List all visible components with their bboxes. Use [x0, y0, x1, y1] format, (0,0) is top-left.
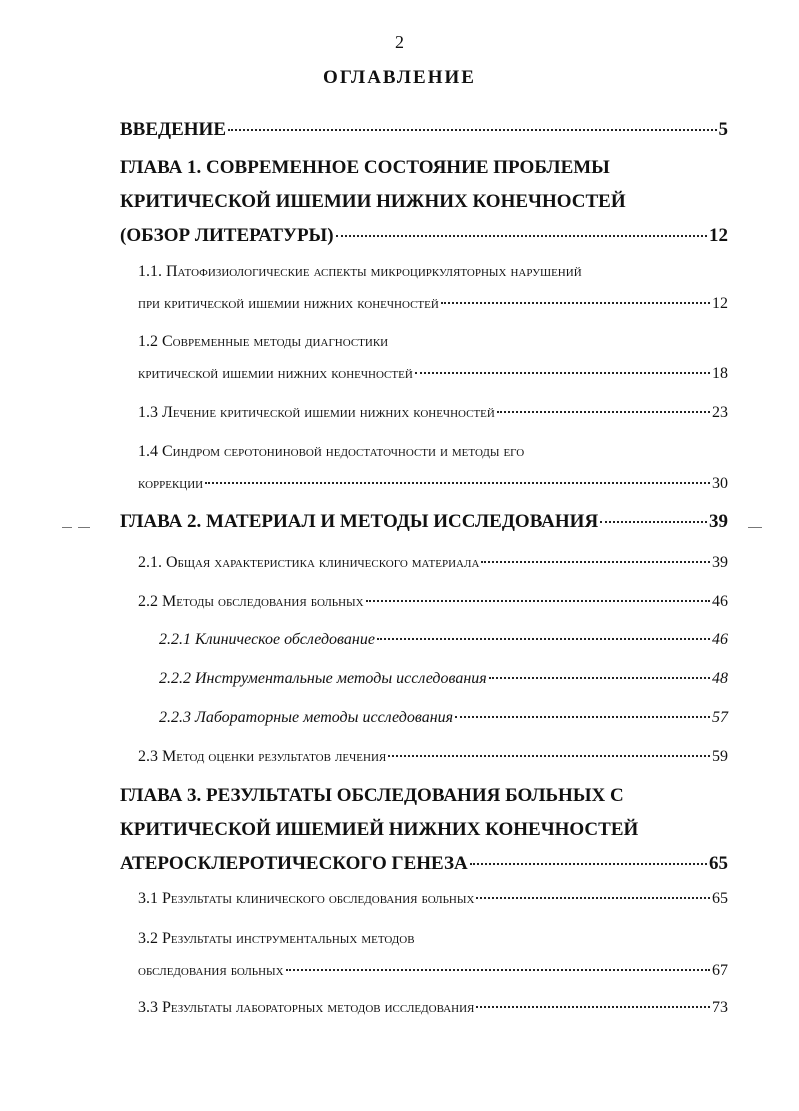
toc-page-number: 46	[712, 631, 728, 648]
toc-entry-text: 2.2 Методы обследования больных	[138, 593, 364, 610]
toc-entry-2-3[interactable]	[138, 747, 728, 767]
toc-entry-text: 3.2 Результаты инструментальных методов	[138, 930, 415, 947]
toc-entry-2-1[interactable]	[138, 553, 728, 573]
leader-dots	[286, 969, 710, 971]
toc-entry-text: АТЕРОСКЛЕРОТИЧЕСКОГО ГЕНЕЗА	[120, 853, 468, 874]
toc-entry-text: 2.2.3 Лабораторные методы исследования	[159, 709, 454, 726]
leader-dots	[415, 372, 710, 374]
toc-entry-intro[interactable]	[120, 120, 728, 140]
leader-dots	[497, 411, 710, 413]
toc-page-number: 73	[712, 999, 728, 1016]
toc-page-number: 23	[712, 404, 728, 421]
toc-page-number: 12	[709, 225, 728, 246]
page-number: 2	[395, 32, 404, 52]
leader-dots	[228, 129, 717, 131]
scan-artifact	[78, 527, 90, 528]
toc-entry-2-2-1[interactable]	[159, 630, 728, 650]
toc-page-number: 57	[712, 709, 728, 726]
toc-page-number: 39	[709, 511, 728, 532]
leader-dots	[455, 716, 710, 718]
toc-entry-text: обследования больных	[138, 962, 284, 979]
toc-page-number: 59	[712, 748, 728, 765]
toc-entry-text: при критической ишемии нижних конечностей	[138, 295, 439, 312]
toc-entry-text: ГЛАВА 2. МАТЕРИАЛ И МЕТОДЫ ИССЛЕДОВАНИЯ	[120, 511, 599, 532]
toc-entry-1-4[interactable]	[138, 442, 728, 494]
toc-entry-1-3[interactable]	[138, 403, 728, 423]
leader-dots	[366, 600, 710, 602]
toc-entry-1-2[interactable]	[138, 332, 728, 384]
page-title: ОГЛАВЛЕНИЕ	[323, 67, 476, 88]
toc-entry-text: 1.1. Патофизиологические аспекты микроциркуляторных нарушений	[138, 263, 582, 280]
toc-entry-text: (ОБЗОР ЛИТЕРАТУРЫ)	[120, 225, 334, 246]
toc-entry-text: 1.3 Лечение критической ишемии нижних конечностей	[138, 404, 495, 421]
toc-page-number: 5	[718, 119, 728, 140]
toc-entry-1-1[interactable]	[138, 262, 728, 314]
toc-page-number: 65	[712, 890, 728, 907]
toc-entry-text: ВВЕДЕНИЕ	[120, 119, 226, 140]
toc-entry-text: 2.2.2 Инструментальные методы исследования	[159, 670, 487, 687]
toc-page-number: 46	[712, 593, 728, 610]
toc-entry-text: 3.3 Результаты лабораторных методов исследования	[138, 999, 475, 1016]
toc-entry-text: 2.1. Общая характеристика клинического материала	[138, 554, 480, 571]
toc-page-number: 48	[712, 670, 728, 687]
toc-entry-text: критической ишемии нижних конечностей	[138, 365, 413, 382]
leader-dots	[388, 755, 710, 757]
leader-dots	[205, 482, 710, 484]
toc-entry-text: 1.2 Современные методы диагностики	[138, 333, 389, 350]
leader-dots	[470, 863, 707, 865]
leader-dots	[441, 302, 710, 304]
toc-entry-text: коррекции	[138, 475, 204, 492]
toc-entry-3-3[interactable]	[138, 998, 728, 1018]
toc-entry-text: ГЛАВА 1. СОВРЕМЕННОЕ СОСТОЯНИЕ ПРОБЛЕМЫ	[120, 157, 610, 178]
toc-entry-text: ГЛАВА 3. РЕЗУЛЬТАТЫ ОБСЛЕДОВАНИЯ БОЛЬНЫХ С	[120, 785, 624, 806]
toc-page-number: 18	[712, 365, 728, 382]
toc-entry-3-1[interactable]	[138, 889, 728, 909]
toc-entry-text: 2.3 Метод оценки результатов лечения	[138, 748, 387, 765]
toc-entry-2-2-2[interactable]	[159, 669, 728, 689]
toc-entry-chapter-3[interactable]	[120, 786, 728, 874]
toc-entry-2-2[interactable]	[138, 592, 728, 612]
leader-dots	[489, 677, 710, 679]
leader-dots	[600, 521, 707, 523]
toc-page-number: 67	[712, 962, 728, 979]
leader-dots	[476, 897, 710, 899]
toc-page-number: 30	[712, 475, 728, 492]
toc-entry-text: 2.2.1 Клиническое обследование	[159, 631, 375, 648]
scan-artifact	[748, 527, 762, 528]
toc-entry-chapter-1[interactable]	[120, 158, 728, 246]
toc-entry-text: 3.1 Результаты клинического обследования больных	[138, 890, 475, 907]
toc-entry-text: 1.4 Синдром серотониновой недостаточности и методы его	[138, 443, 525, 460]
toc-page-number: 65	[709, 853, 728, 874]
scan-artifact	[62, 527, 72, 528]
toc-entry-3-2[interactable]	[138, 929, 728, 981]
toc-entry-2-2-3[interactable]	[159, 708, 728, 728]
leader-dots	[481, 561, 710, 563]
leader-dots	[336, 235, 707, 237]
toc-entry-chapter-2[interactable]	[120, 512, 728, 532]
toc-entry-text: КРИТИЧЕСКОЙ ИШЕМИЕЙ НИЖНИХ КОНЕЧНОСТЕЙ	[120, 819, 639, 840]
leader-dots	[476, 1006, 710, 1008]
toc-entry-text: КРИТИЧЕСКОЙ ИШЕМИИ НИЖНИХ КОНЕЧНОСТЕЙ	[120, 191, 626, 212]
toc-page-number: 39	[712, 554, 728, 571]
leader-dots	[377, 638, 710, 640]
toc-page-number: 12	[712, 295, 728, 312]
